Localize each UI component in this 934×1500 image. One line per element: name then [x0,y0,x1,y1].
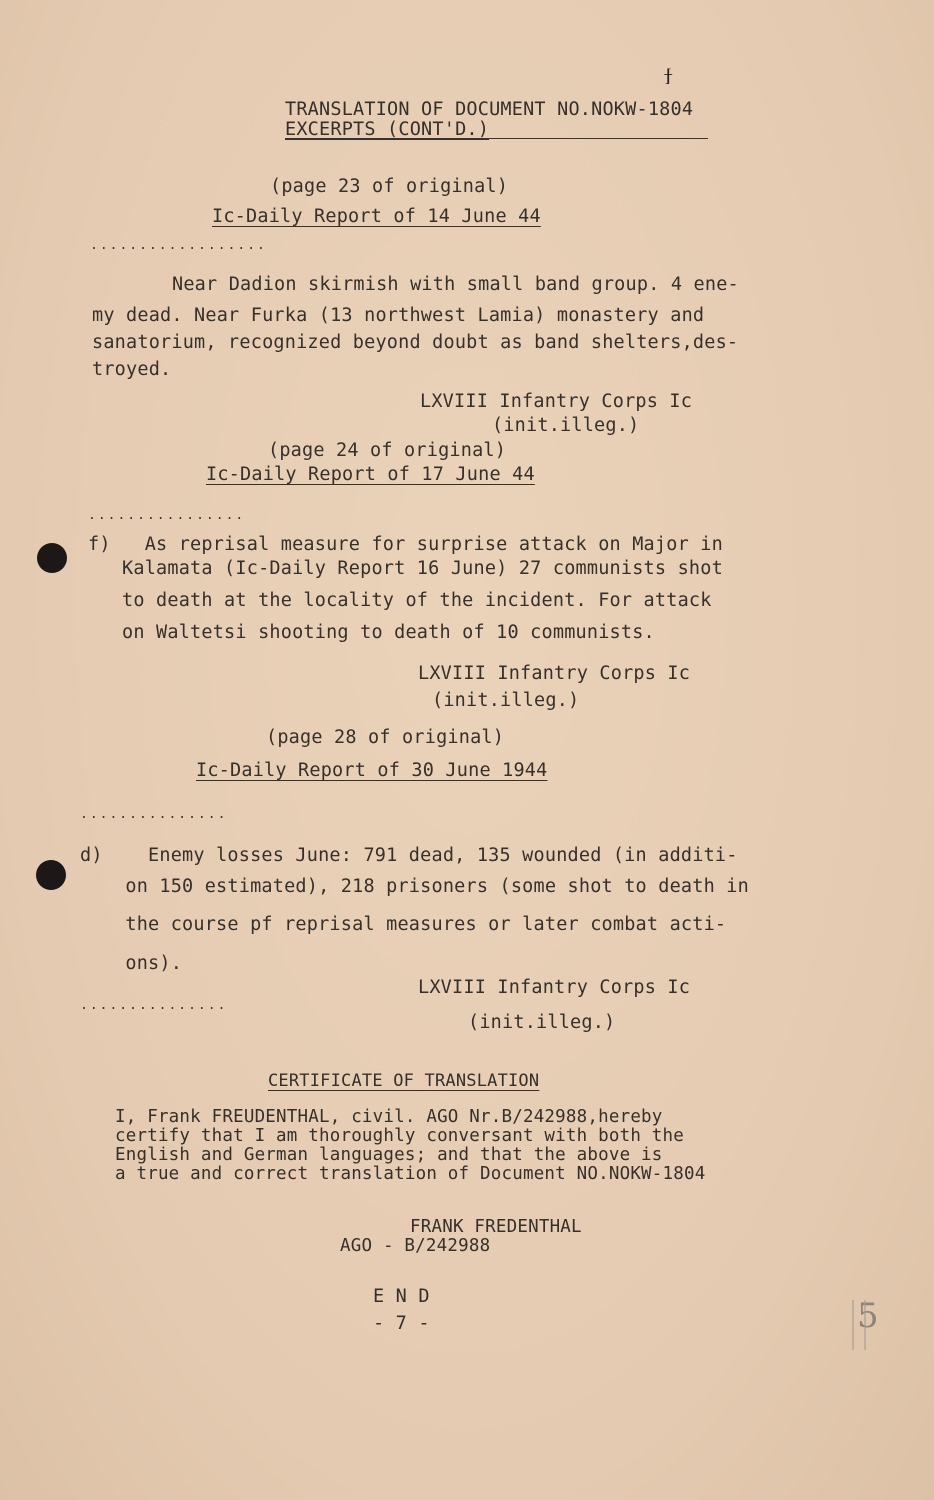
body-line: troyed. [92,359,172,380]
page-ref-28: (page 28 of original) [266,727,505,748]
body-line: Near Dadion skirmish with small band group. 4 ene- [172,274,739,295]
report-title-17-june: Ic-Daily Report of 17 June 44 [206,464,535,485]
end-marker: E N D [373,1286,430,1307]
page-ref-24: (page 24 of original) [268,440,507,461]
body-line: f) As reprisal measure for surprise attack on Major in [88,534,723,555]
document-subtitle: EXCERPTS (CONT'D.) [285,119,490,140]
pencil-stroke [852,1300,866,1350]
signature-unit: LXVIII Infantry Corps Ic [418,977,691,998]
certificate-line: I, Frank FREUDENTHAL, civil. AGO Nr.B/242988,hereby [115,1107,663,1127]
body-line: the course pf reprisal measures or later combat acti- [80,914,727,935]
signature-unit: LXVIII Infantry Corps Ic [420,391,693,412]
translator-ago: AGO - B/242988 [340,1236,491,1256]
certificate-line: a true and correct translation of Document NO.NOKW-1804 [115,1164,706,1184]
body-line: sanatorium, recognized beyond doubt as band shelters,des- [92,332,739,353]
certificate-line: English and German languages; and that the above is [115,1145,663,1165]
punch-hole [37,543,67,573]
signature-initials: (init.illeg.) [432,690,580,711]
page-number: - 7 - [373,1313,430,1334]
pencil-page-mark: 5 [857,1296,879,1336]
translator-name: FRANK FREDENTHAL [410,1217,582,1237]
dot-separator: ............... [80,807,228,822]
body-line: on Waltetsi shooting to death of 10 communists. [88,622,655,643]
dot-separator: ............... [80,998,228,1013]
report-title-14-june: Ic-Daily Report of 14 June 44 [212,206,541,227]
ink-mark: ϯ [664,65,673,90]
header-underline [285,138,708,139]
body-line: d) Enemy losses June: 791 dead, 135 wounded (in additi- [80,845,738,866]
body-line: Kalamata (Ic-Daily Report 16 June) 27 communists shot [88,558,723,579]
document-title: TRANSLATION OF DOCUMENT NO.NOKW-1804 [285,99,694,120]
certificate-line: certify that I am thoroughly conversant with both the [115,1126,685,1146]
signature-unit: LXVIII Infantry Corps Ic [418,663,691,684]
signature-initials: (init.illeg.) [492,415,640,436]
body-line: my dead. Near Furka (13 northwest Lamia) monastery and [92,305,705,326]
page-ref-23: (page 23 of original) [270,176,509,197]
dot-separator: ................ [88,508,246,523]
certificate-title: CERTIFICATE OF TRANSLATION [268,1071,540,1091]
report-title-30-june: Ic-Daily Report of 30 June 1944 [196,760,548,781]
dot-separator: .................. [90,238,267,253]
body-line: on 150 estimated), 218 prisoners (some shot to death in [80,876,749,897]
body-line: to death at the locality of the incident. For attack [88,590,712,611]
body-line: ons). [80,953,183,974]
signature-initials: (init.illeg.) [468,1012,616,1033]
punch-hole [36,860,66,890]
